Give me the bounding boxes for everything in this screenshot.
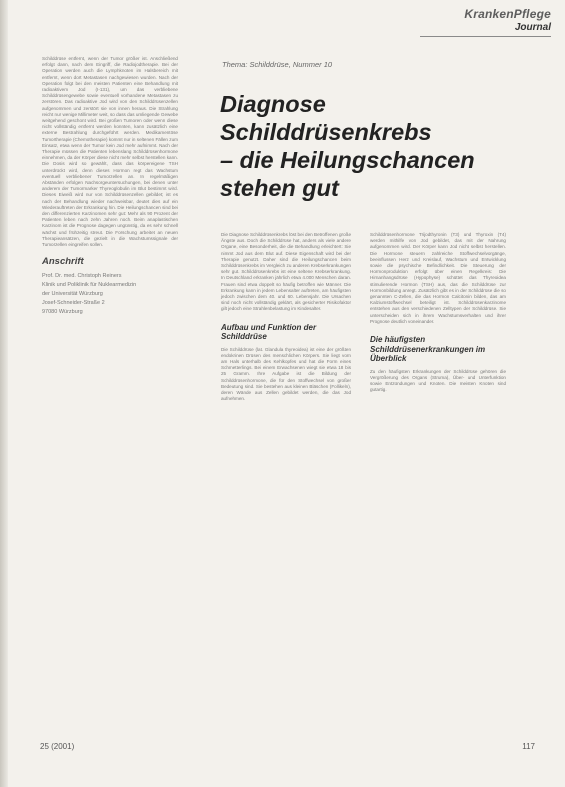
magazine-name: KrankenPflege [464,7,551,21]
address-line: Klinik und Poliklinik für Nuklearmedizin [42,282,137,289]
column-left [42,56,178,317]
headline-line: Schilddrüsenkrebs [220,119,432,145]
magazine-header [464,7,551,33]
headline-line: stehen gut [220,175,339,201]
section-label: Journal [514,22,551,33]
article-kicker: Thema: Schilddrüse, Nummer 10 [222,60,333,69]
body-text-col2: Die Schilddrüse (lat. Glandula thyreoidea) ist eine der größten endokrinen Drüsen des menschlichen Körpers. Sie liegt vorn am Hals unterhalb des Kehlkopfes und hat die Form eines Schmetterlings. Bei einem Erwachsenen wiegt sie etwa 18 bis 25 Gramm. Ihre Aufgabe ist die Bildung der Schilddrüsenhormone, die für den Stoffwechsel von großer Bedeutung sind. Sie bestehen aus kleinen Bläschen (Follikeln), deren Wände aus Zellen gebildet werden, die das Jod aufnehmen. [221,346,351,402]
page-spine-shadow [0,0,8,787]
subheading-diseases: Die häufigsten Schilddrüsenerkrankungen im Überblick [370,335,486,364]
subheading-anatomy: Aufbau und Funktion der Schilddrüse [221,322,317,342]
address-line: Prof. Dr. med. Christoph Reiners [42,273,122,280]
body-text-col1: Schilddrüse entfernt, wenn der Tumor größer ist. Anschließend erfolgt dann, nach dem Eingriff, die Radiojodtherapie. Bei der Operation werden auch die Lymphknoten im Halsbereich mit entfernt, wenn dort Metastasen nachgewiesen wurden. Nach der Operation folgt bei den meisten Patienten eine Behandlung mit radioaktivem Jod (I-131), um das verbliebene Schilddrüsengewebe sowie eventuell vorhandene Metastasen zu zerstören. Das radioaktive Jod wird von den Schilddrüsenzellen aufgenommen und zerstört sie von innen heraus. Die Strahlung reicht nur wenige Millimeter weit, so dass das umliegende Gewebe weitgehend geschont wird. Bei großen Tumoren oder wenn diese nicht vollständig entfernt werden konnten, kann zusätzlich eine externe Bestrahlung durchgeführt werden. Medikamentöse Tumortherapie (Chemotherapie) kommt nur in seltenen Fällen zum Einsatz, etwa wenn der Tumor kein Jod mehr aufnimmt. Nach der Therapie müssen die Patienten lebenslang Schilddrüsenhormone einnehmen, da der Körper diese nicht mehr selbst herstellen kann. Die Dosis wird so gewählt, dass das körpereigene TSH unterdrückt wird, denn dieses Hormon regt das Wachstum eventuell verbliebener Tumorzellen an. In regelmäßigen Abständen erfolgen Nachsorgeuntersuchungen, bei denen unter anderem der Tumormarker Thyreoglobulin im Blut bestimmt wird. Dieses Eiweiß wird nur von Schilddrüsenzellen gebildet; ist es nach der Behandlung wieder nachweisbar, deutet dies auf ein Wiederauftreten der Erkrankung hin. Die Heilungschancen sind bei den differenzierten Karzinomen sehr gut: Mehr als 90 Prozent der Patienten leben nach zehn Jahren noch. Beim anaplastischen Karzinom ist die Prognose dagegen ungünstig, da es sehr schnell wächst und frühzeitig streut. Die Forschung arbeitet an neuen Therapieansätzen, die gezielt in die Wachstumssignale der Tumorzellen eingreifen sollen. [42,56,178,248]
body-text-col3: Schilddrüsenhormone Trijodthyronin (T3) und Thyroxin (T4) werden mithilfe von Jod gebildet, das mit der Nahrung aufgenommen wird. Der Körper kann Jod nicht selbst herstellen. Die Hormone steuern zahlreiche Stoffwechselvorgänge, beeinflussen Herz und Kreislauf, Wachstum und Entwicklung sowie die psychische Befindlichkeit. Die Steuerung der Hormonproduktion erfolgt über einen Regelkreis: Die Hirnanhangsdrüse (Hypophyse) schüttet das Thyreoidea stimulierende Hormon (TSH) aus, das die Schilddrüse zur Hormonbildung anregt. Zusätzlich gibt es in der Schilddrüse die so genannten C-Zellen, die das Hormon Calcitonin bilden, das am Kalziumstoffwechsel beteiligt ist. Schilddrüsenkarzinome entstehen aus den verschiedenen Zelltypen der Schilddrüse. Sie unterscheiden sich in ihrem Wachstumsverhalten und ihrer Prognose deutlich voneinander. [370,232,506,324]
column-middle [221,232,351,402]
issue-number: 25 (2001) [40,742,75,751]
headline-line: – die Heilungschancen [220,147,475,173]
article-headline [220,90,550,202]
body-text-col3-end: Zu den häufigsten Erkrankungen der Schilddrüse gehören die Vergrößerung des Organs (Struma), Über- und Unterfunktion sowie Entzündungen und Knoten. Die meisten Knoten sind gutartig. [370,368,506,393]
body-text-intro: Die Diagnose Schilddrüsenkrebs löst bei den Betroffenen große Ängste aus. Doch die Schilddrüse hat, anders als viele andere Organe, eine Besonderheit, die die Behandlung erleichtert: Sie nimmt Jod aus dem Blut auf. Diese Eigenschaft wird bei der Therapie genutzt. Daher sind die Heilungschancen beim Schilddrüsenkrebs im Vergleich zu anderen Krebserkrankungen sehr gut. Schilddrüsenkrebs ist eine seltene Krebserkrankung. In Deutschland erkranken jährlich etwa 4.000 Menschen daran. Frauen sind etwa doppelt so häufig betroffen wie Männer. Die Erkrankung kann in jedem Lebensalter auftreten, am häufigsten jedoch zwischen dem 40. und 60. Lebensjahr. Die Ursachen sind noch nicht vollständig geklärt, als gesicherter Risikofaktor gilt jedoch eine Strahlenbelastung im Kindesalter. [221,232,351,312]
headline-line: Diagnose [220,91,326,117]
page-number: 117 [522,742,535,751]
address-block [42,272,178,317]
column-right [370,232,506,393]
address-line: der Universität Würzburg [42,291,103,298]
address-line: Josef-Schneider-Straße 2 [42,300,105,307]
address-line: 97080 Würzburg [42,309,83,316]
header-rule [420,36,551,37]
address-heading: Anschrift [42,256,84,268]
